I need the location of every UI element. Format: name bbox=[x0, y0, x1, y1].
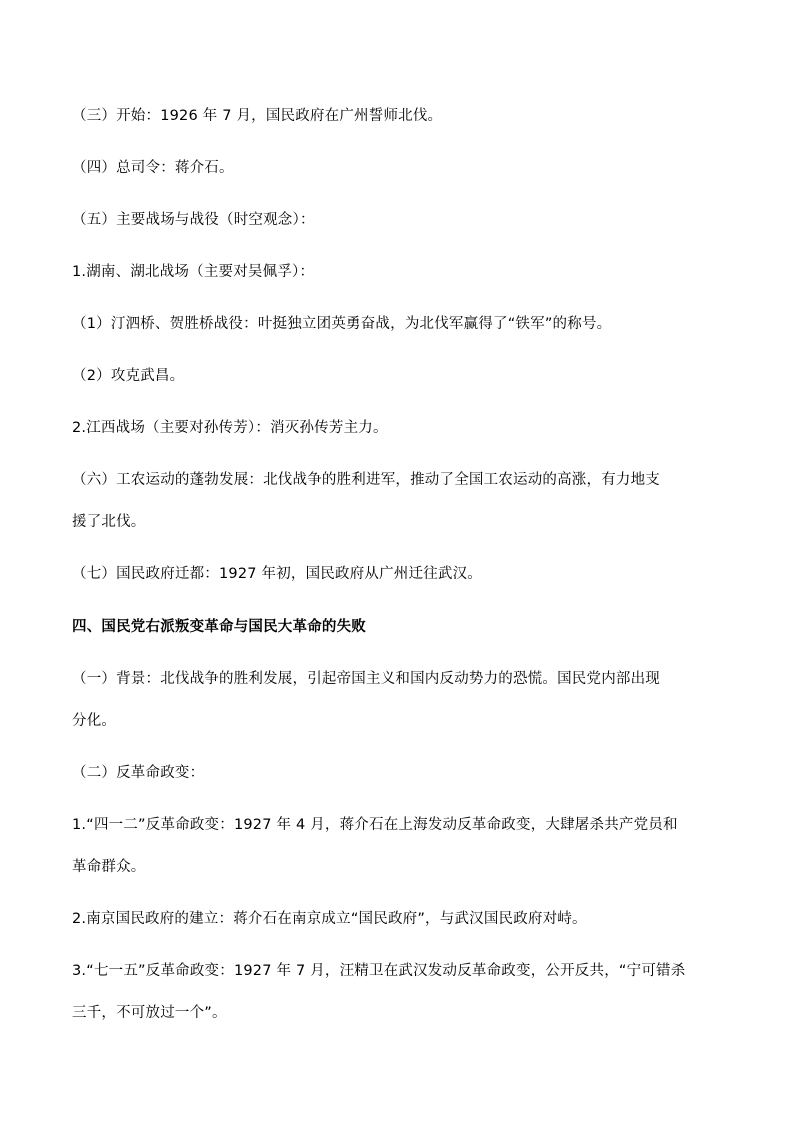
coup-412-cont: 革命群众。 bbox=[72, 859, 146, 875]
chapter-heading: 四、国民党右派叛变革命与国民大革命的失败 bbox=[72, 619, 366, 635]
coup-715-cont: 三千，不可放过一个”。 bbox=[72, 1005, 227, 1021]
coup-715: 3.“七一五”反革命政变：1927 年 7 月，汪精卫在武汉发动反革命政变，公开反共，“宁可错杀 bbox=[72, 963, 686, 979]
section-commander: （四）总司令：蒋介石。 bbox=[72, 160, 234, 176]
battlefield-hunan-hubei: 1.湖南、湖北战场（主要对吴佩孚）： bbox=[72, 264, 315, 280]
section-capital-move: （七）国民政府迁都：1927 年初，国民政府从广州迁往武汉。 bbox=[72, 566, 483, 582]
section-background-cont: 分化。 bbox=[72, 713, 117, 729]
section-worker-peasant-movement: （六）工农运动的蓬勃发展：北伐战争的胜利进军，推动了全国工农运动的高涨，有力地支 bbox=[72, 472, 660, 488]
section-battles-heading: （五）主要战场与战役（时空观念）： bbox=[72, 212, 315, 228]
section-start: （三）开始：1926 年 7 月，国民政府在广州誓师北伐。 bbox=[72, 108, 443, 124]
battle-wuchang: （2）攻克武昌。 bbox=[72, 368, 185, 384]
battlefield-jiangxi: 2.江西战场（主要对孙传芳）：消灭孙传芳主力。 bbox=[72, 420, 388, 436]
section-background: （一）背景：北伐战争的胜利发展，引起帝国主义和国内反动势力的恐慌。国民党内部出现 bbox=[72, 671, 660, 687]
nanjing-government: 2.南京国民政府的建立：蒋介石在南京成立“国民政府”，与武汉国民政府对峙。 bbox=[72, 911, 587, 927]
section-worker-peasant-movement-cont: 援了北伐。 bbox=[72, 514, 146, 530]
battle-tingsi-hesheng: （1）汀泗桥、贺胜桥战役：叶挺独立团英勇奋战，为北伐军赢得了“铁军”的称号。 bbox=[72, 316, 612, 332]
section-coups-heading: （二）反革命政变： bbox=[72, 765, 205, 781]
coup-412: 1.“四一二”反革命政变：1927 年 4 月，蒋介石在上海发动反革命政变，大肆屠杀共产党员和 bbox=[72, 817, 678, 833]
